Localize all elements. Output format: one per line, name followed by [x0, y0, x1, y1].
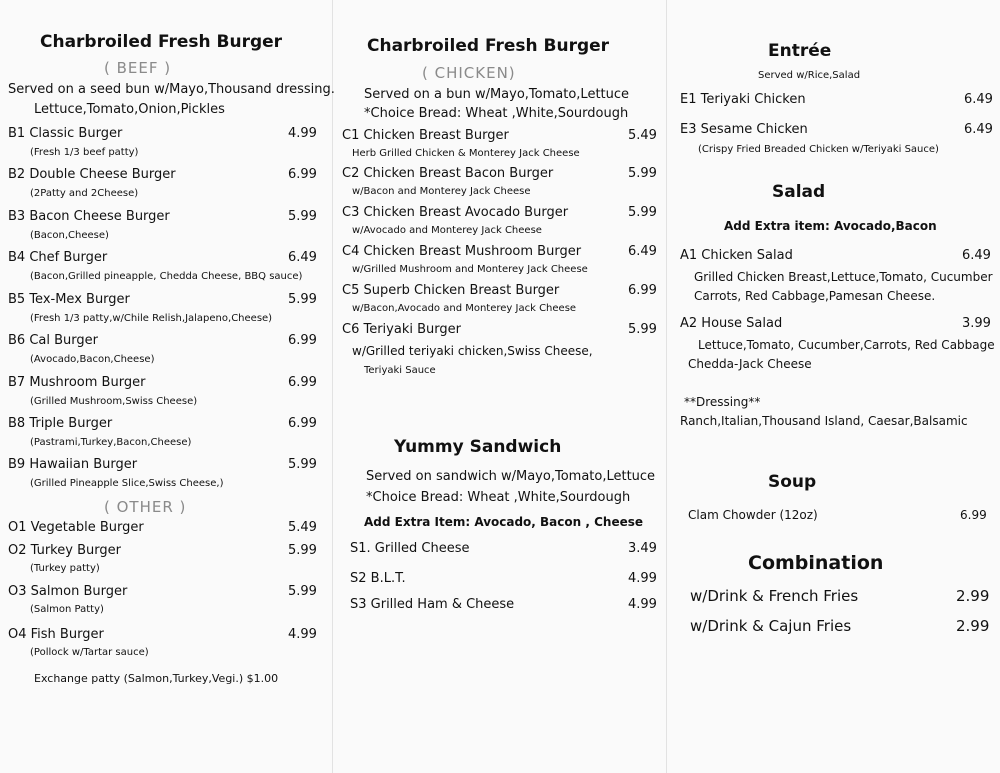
- chicken-intro-2: *Choice Bread: Wheat ,White,Sourdough: [364, 106, 629, 121]
- item-name: B5 Tex-Mex Burger: [8, 292, 130, 307]
- item-description: Grilled Chicken Breast,Lettuce,Tomato, Cucumber: [694, 270, 993, 284]
- item-description: (Fresh 1/3 beef patty): [30, 147, 139, 158]
- soup-title: Soup: [768, 472, 817, 492]
- item-name: A1 Chicken Salad: [680, 248, 793, 263]
- salad-title: Salad: [772, 182, 826, 202]
- item-description: (Bacon,Grilled pineapple, Chedda Cheese, BBQ sauce): [30, 271, 303, 282]
- item-name: S3 Grilled Ham & Cheese: [350, 597, 515, 612]
- item-price: 5.99: [628, 166, 657, 181]
- sandwich-intro-1: Served on sandwich w/Mayo,Tomato,Lettuce: [366, 469, 656, 484]
- item-name: C1 Chicken Breast Burger: [342, 128, 509, 143]
- item-name: C3 Chicken Breast Avocado Burger: [342, 205, 569, 220]
- item-price: 6.49: [962, 248, 991, 263]
- beef-title: Charbroiled Fresh Burger: [40, 32, 283, 52]
- item-price: 5.99: [628, 322, 657, 337]
- item-price: 6.49: [288, 250, 317, 265]
- item-description: w/Grilled teriyaki chicken,Swiss Cheese,: [352, 344, 593, 358]
- item-price: 6.99: [288, 333, 317, 348]
- item-name: B6 Cal Burger: [8, 333, 98, 348]
- chicken-subtitle: ( CHICKEN): [422, 64, 516, 82]
- item-price: 5.99: [288, 457, 317, 472]
- item-name: O4 Fish Burger: [8, 627, 104, 642]
- exchange-note: Exchange patty (Salmon,Turkey,Vegi.) $1.00: [34, 672, 279, 685]
- item-price: 6.99: [628, 283, 657, 298]
- dressing-list: Ranch,Italian,Thousand Island, Caesar,Balsamic: [680, 414, 968, 428]
- item-description: w/Avocado and Monterey Jack Cheese: [352, 225, 542, 236]
- item-name: E1 Teriyaki Chicken: [680, 92, 806, 107]
- item-description: w/Grilled Mushroom and Monterey Jack Cheese: [352, 264, 588, 275]
- item-name: B8 Triple Burger: [8, 416, 113, 431]
- sandwich-extra: Add Extra Item: Avocado, Bacon , Cheese: [364, 515, 644, 529]
- item-price: 2.99: [956, 587, 990, 605]
- item-description-2: Teriyaki Sauce: [364, 365, 436, 376]
- item-description: (Turkey patty): [30, 563, 100, 574]
- item-name: S1. Grilled Cheese: [350, 541, 470, 556]
- entree-subtitle: Served w/Rice,Salad: [758, 70, 861, 81]
- item-name: B2 Double Cheese Burger: [8, 167, 176, 182]
- item-name: B9 Hawaiian Burger: [8, 457, 138, 472]
- item-price: 5.49: [628, 128, 657, 143]
- sandwich-intro-2: *Choice Bread: Wheat ,White,Sourdough: [366, 490, 631, 505]
- item-name: B3 Bacon Cheese Burger: [8, 209, 170, 224]
- item-name: C5 Superb Chicken Breast Burger: [342, 283, 560, 298]
- entree-panel: [666, 0, 1000, 773]
- item-name: C6 Teriyaki Burger: [342, 322, 461, 337]
- item-description: Lettuce,Tomato, Cucumber,Carrots, Red Cabbage: [698, 338, 995, 352]
- item-description: (Avocado,Bacon,Cheese): [30, 354, 155, 365]
- item-description: (Bacon,Cheese): [30, 230, 109, 241]
- chicken-panel: [332, 0, 666, 773]
- item-description: (Grilled Mushroom,Swiss Cheese): [30, 396, 198, 407]
- item-price: 5.99: [288, 209, 317, 224]
- item-price: 6.49: [964, 92, 993, 107]
- item-price: 5.99: [288, 292, 317, 307]
- item-price: 3.49: [628, 541, 657, 556]
- item-name: C4 Chicken Breast Mushroom Burger: [342, 244, 582, 259]
- item-price: 6.49: [628, 244, 657, 259]
- item-description: (Fresh 1/3 patty,w/Chile Relish,Jalapeno,Cheese): [30, 313, 273, 324]
- item-description: (Crispy Fried Breaded Chicken w/Teriyaki Sauce): [698, 144, 939, 155]
- beef-intro-2: Lettuce,Tomato,Onion,Pickles: [34, 102, 225, 117]
- item-name: B1 Classic Burger: [8, 126, 123, 141]
- item-description: Herb Grilled Chicken & Monterey Jack Cheese: [352, 148, 580, 159]
- item-price: 6.99: [960, 508, 987, 522]
- item-price: 5.99: [288, 543, 317, 558]
- item-price: 4.99: [628, 571, 657, 586]
- item-price: 6.99: [288, 375, 317, 390]
- item-name: E3 Sesame Chicken: [680, 122, 808, 137]
- sandwich-title: Yummy Sandwich: [394, 437, 562, 457]
- item-name: O1 Vegetable Burger: [8, 520, 144, 535]
- item-price: 6.99: [288, 167, 317, 182]
- item-name: B4 Chef Burger: [8, 250, 108, 265]
- item-description-2: Chedda-Jack Cheese: [688, 357, 812, 371]
- entree-title: Entrée: [768, 41, 832, 61]
- item-description: (Grilled Pineapple Slice,Swiss Cheese,): [30, 478, 224, 489]
- dressing-title: **Dressing**: [684, 395, 761, 409]
- item-price: 2.99: [956, 617, 990, 635]
- beef-intro-1: Served on a seed bun w/Mayo,Thousand dressing.: [8, 82, 335, 97]
- item-price: 4.99: [288, 627, 317, 642]
- item-name: Clam Chowder (12oz): [688, 508, 818, 522]
- item-description: (2Patty and 2Cheese): [30, 188, 139, 199]
- item-price: 5.99: [288, 584, 317, 599]
- item-description: (Pollock w/Tartar sauce): [30, 647, 149, 658]
- item-price: 5.99: [628, 205, 657, 220]
- salad-extra: Add Extra item: Avocado,Bacon: [724, 219, 937, 233]
- item-price: 6.49: [964, 122, 993, 137]
- chicken-title: Charbroiled Fresh Burger: [367, 36, 610, 56]
- other-subtitle: ( OTHER ): [104, 498, 187, 516]
- item-name: O2 Turkey Burger: [8, 543, 121, 558]
- item-price: 4.99: [288, 126, 317, 141]
- combination-title: Combination: [748, 552, 884, 574]
- chicken-intro-1: Served on a bun w/Mayo,Tomato,Lettuce: [364, 87, 630, 102]
- item-price: 5.49: [288, 520, 317, 535]
- item-name: O3 Salmon Burger: [8, 584, 128, 599]
- item-description: w/Bacon and Monterey Jack Cheese: [352, 186, 531, 197]
- item-description: w/Bacon,Avocado and Monterey Jack Cheese: [352, 303, 577, 314]
- beef-subtitle: ( BEEF ): [104, 59, 172, 77]
- item-description: (Pastrami,Turkey,Bacon,Cheese): [30, 437, 192, 448]
- item-name: B7 Mushroom Burger: [8, 375, 146, 390]
- beef-panel: [0, 0, 335, 773]
- item-name: A2 House Salad: [680, 316, 783, 331]
- item-description: (Salmon Patty): [30, 604, 104, 615]
- item-name: w/Drink & Cajun Fries: [690, 617, 852, 635]
- item-price: 6.99: [288, 416, 317, 431]
- item-price: 4.99: [628, 597, 657, 612]
- item-name: w/Drink & French Fries: [690, 587, 859, 605]
- item-description-2: Carrots, Red Cabbage,Pamesan Cheese.: [694, 289, 936, 303]
- item-name: C2 Chicken Breast Bacon Burger: [342, 166, 554, 181]
- item-price: 3.99: [962, 316, 991, 331]
- item-name: S2 B.L.T.: [350, 571, 406, 586]
